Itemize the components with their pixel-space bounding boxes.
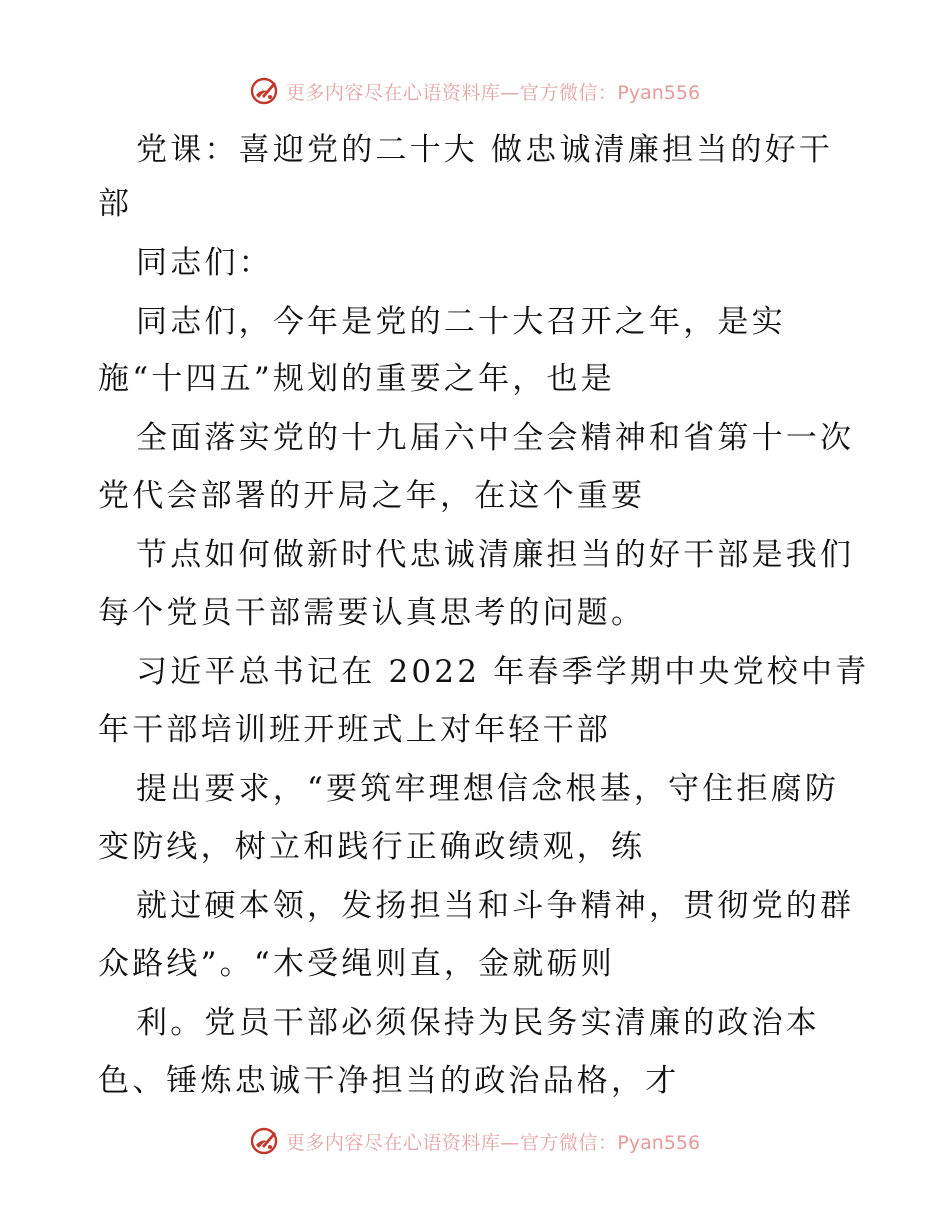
paragraph-3-line-2: 每个党员干部需要认真思考的问题。 [98,595,646,631]
paragraph-2-line-2: 党代会部署的开局之年，在这个重要 [98,478,646,514]
watermark-text: 更多内容尽在心语资料库—官方微信：Pyan556 [285,81,701,104]
paragraph-5-line-2: 变防线，树立和践行正确政绩观，练 [98,829,646,865]
paragraph-7-line-1: 利。党员干部必须保持为民务实清廉的政治本 [136,1005,820,1041]
paragraph-3-line-1: 节点如何做新时代忠诚清廉担当的好干部是我们 [136,537,855,573]
watermark-text: 更多内容尽在心语资料库—官方微信：Pyan556 [285,1131,701,1154]
watermark-wechat-id: Pyan556 [617,81,701,104]
paragraph-6-line-1: 就过硬本领，发扬担当和斗争精神，贯彻党的群 [136,888,855,924]
paragraph-4-line-2: 年干部培训班开班式上对年轻干部 [98,712,611,748]
salutation: 同志们： [136,245,273,281]
paragraph-1-line-2: 施“十四五”规划的重要之年，也是 [98,361,615,397]
paragraph-6-line-2: 众路线”。“木受绳则直，金就砺则 [98,946,615,982]
title-line-2: 部 [98,186,133,222]
paragraph-2-line-1: 全面落实党的十九届六中全会精神和省第十一次 [136,420,855,456]
paragraph-5-line-1: 提出要求，“要筑牢理想信念根基，守住拒腐防 [136,771,840,807]
watermark-wechat-id: Pyan556 [617,1131,701,1154]
book-pen-logo-icon [250,76,280,106]
paragraph-1-line-1: 同志们，今年是党的二十大召开之年，是实 [136,304,786,340]
watermark-header [0,71,950,111]
book-pen-logo-icon [250,1126,280,1156]
title-line-1: 党课：喜迎党的二十大 做忠诚清廉担当的好干 [136,132,834,168]
paragraph-7-line-2: 色、锤炼忠诚干净担当的政治品格，才 [98,1063,680,1099]
paragraph-4-line-1: 习近平总书记在 2022 年春季学期中央党校中青 [136,654,870,690]
watermark-footer [0,1121,950,1161]
